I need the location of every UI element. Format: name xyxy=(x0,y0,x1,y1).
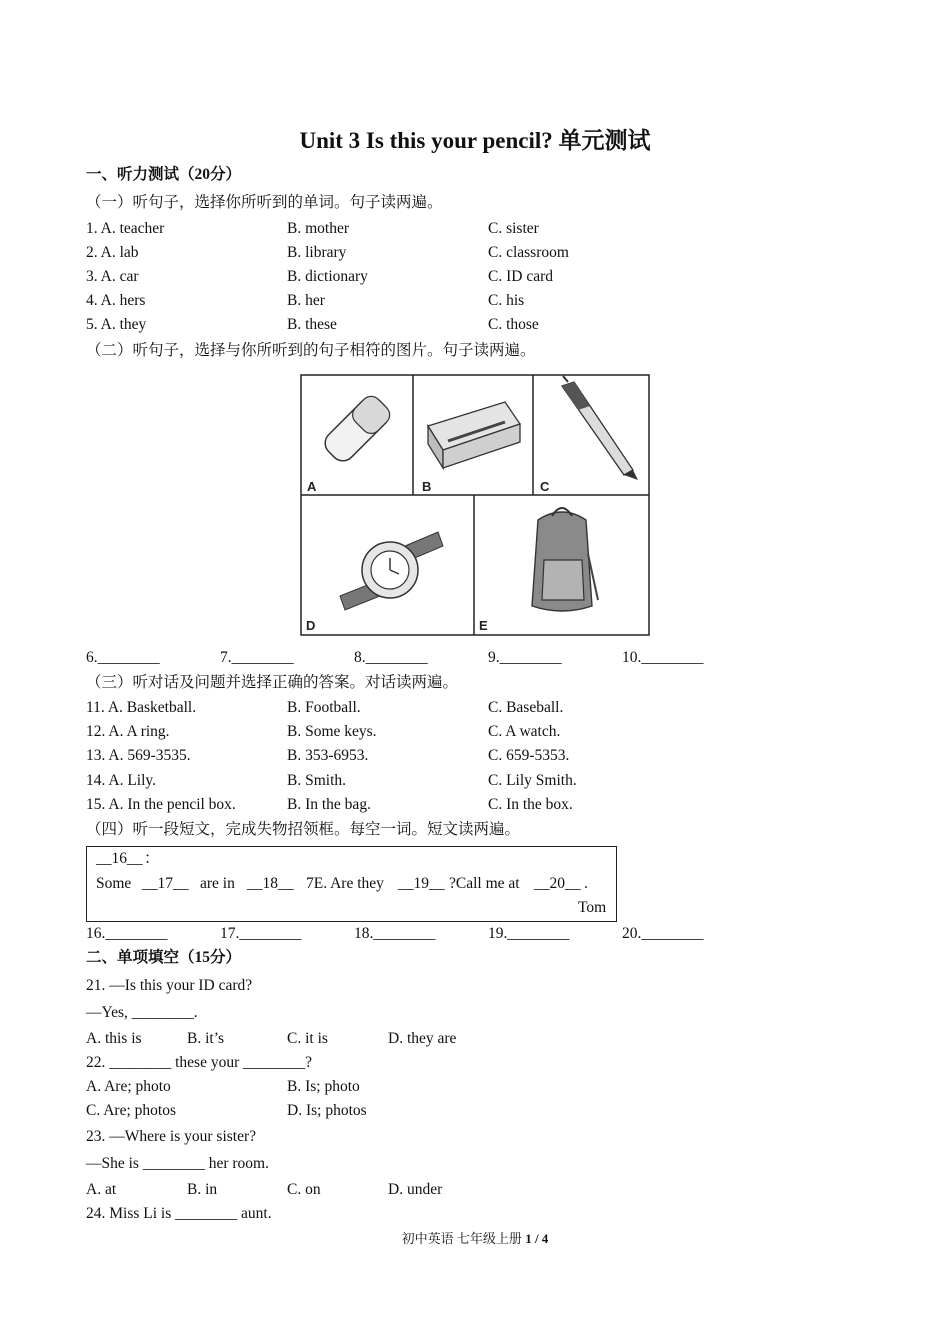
q5-option-c: C. those xyxy=(488,316,539,333)
q4-option-c: C. his xyxy=(488,292,525,309)
q21-stem: 21. —Is this your ID card? xyxy=(86,977,253,994)
q1-option-a: 1. A. teacher xyxy=(86,220,165,237)
q23-reply: —She is ________ her room. xyxy=(86,1155,269,1172)
q14-option-c: C. Lily Smith. xyxy=(488,772,577,789)
picture-label-a: A xyxy=(307,479,317,494)
q12-option-b: B. Some keys. xyxy=(287,723,377,740)
picture-label-d: D xyxy=(306,618,316,633)
q2-option-a: 2. A. lab xyxy=(86,244,139,261)
notice-blank-16: __16__ xyxy=(96,850,143,867)
answer-blank-10[interactable]: 10.________ xyxy=(622,649,704,666)
q23-option-b: B. in xyxy=(187,1181,218,1198)
q23-option-a: A. at xyxy=(86,1181,117,1198)
answer-blank-17[interactable]: 17.________ xyxy=(220,925,302,942)
answer-blank-9[interactable]: 9.________ xyxy=(488,649,562,666)
picture-label-b: B xyxy=(422,479,432,494)
page-footer xyxy=(0,1228,950,1247)
q15-option-b: B. In the bag. xyxy=(287,796,371,813)
q22-option-a: A. Are; photo xyxy=(86,1078,171,1095)
part1-instruction: （一）听句子，选择你所听到的单词。句子读两遍。 xyxy=(86,194,443,211)
notice-blank-19: __19__ xyxy=(398,875,445,892)
q3-option-c: C. ID card xyxy=(488,268,553,285)
section-heading-listening: 一、听力测试（20分） xyxy=(86,166,242,183)
q13-option-b: B. 353-6953. xyxy=(287,747,369,764)
answer-blank-6[interactable]: 6.________ xyxy=(86,649,160,666)
q13-option-a: 13. A. 569-3535. xyxy=(86,747,191,764)
answer-blank-7[interactable]: 7.________ xyxy=(220,649,294,666)
answer-blank-20[interactable]: 20.________ xyxy=(622,925,704,942)
q21-option-c: C. it is xyxy=(287,1030,328,1047)
q11-option-b: B. Football. xyxy=(287,699,361,716)
q11-option-c: C. Baseball. xyxy=(488,699,564,716)
q23-option-d: D. under xyxy=(388,1181,443,1198)
notice-some: Some xyxy=(96,875,132,892)
q4-option-a: 4. A. hers xyxy=(86,292,146,309)
q21-option-a: A. this is xyxy=(86,1030,142,1047)
footer-page-number: 1 / 4 xyxy=(525,1231,549,1246)
q23-option-c: C. on xyxy=(287,1181,321,1198)
notice-colon: ： xyxy=(144,850,160,867)
q12-option-c: C. A watch. xyxy=(488,723,561,740)
q24-stem: 24. Miss Li is ________ aunt. xyxy=(86,1205,272,1222)
part4-instruction: （四）听一段短文，完成失物招领框。每空一词。短文读两遍。 xyxy=(86,821,521,838)
answer-blank-18[interactable]: 18.________ xyxy=(354,925,436,942)
notice-period: . xyxy=(584,875,588,892)
q22-option-d: D. Is; photos xyxy=(287,1102,367,1119)
picture-grid xyxy=(300,374,650,636)
q2-option-c: C. classroom xyxy=(488,244,569,261)
notice-are-they: 7E. Are they xyxy=(306,875,384,892)
q5-option-a: 5. A. they xyxy=(86,316,147,333)
q11-option-a: 11. A. Basketball. xyxy=(86,699,197,716)
q22-option-c: C. Are; photos xyxy=(86,1102,176,1119)
q1-option-c: C. sister xyxy=(488,220,539,237)
q1-option-b: B. mother xyxy=(287,220,349,237)
picture-label-e: E xyxy=(479,618,488,633)
q12-option-a: 12. A. A ring. xyxy=(86,723,170,740)
q14-option-b: B. Smith. xyxy=(287,772,347,789)
footer-subject: 初中英语 七年级上册 xyxy=(401,1231,522,1246)
notice-blank-17: __17__ xyxy=(142,875,189,892)
section-heading-single-choice: 二、单项填空（15分） xyxy=(86,949,242,966)
notice-are-in: are in xyxy=(200,875,235,892)
q4-option-b: B. her xyxy=(287,292,325,309)
part3-instruction: （三）听对话及问题并选择正确的答案。对话读两遍。 xyxy=(86,674,459,691)
notice-blank-18: __18__ xyxy=(247,875,294,892)
q3-option-b: B. dictionary xyxy=(287,268,368,285)
q15-option-a: 15. A. In the pencil box. xyxy=(86,796,236,813)
q22-option-b: B. Is; photo xyxy=(287,1078,360,1095)
q15-option-c: C. In the box. xyxy=(488,796,573,813)
q21-reply: —Yes, ________. xyxy=(86,1004,198,1021)
q22-stem: 22. ________ these your ________? xyxy=(86,1054,313,1071)
part2-instruction: （二）听句子，选择与你所听到的句子相符的图片。句子读两遍。 xyxy=(86,342,536,359)
notice-call-me: ?Call me at xyxy=(449,875,520,892)
picture-label-c: C xyxy=(540,479,550,494)
answer-blank-8[interactable]: 8.________ xyxy=(354,649,428,666)
page-title: Unit 3 Is this your pencil? 单元测试 xyxy=(299,128,651,153)
q5-option-b: B. these xyxy=(287,316,337,333)
q13-option-c: C. 659-5353. xyxy=(488,747,570,764)
q2-option-b: B. library xyxy=(287,244,347,261)
q23-stem: 23. —Where is your sister? xyxy=(86,1128,257,1145)
q3-option-a: 3. A. car xyxy=(86,268,139,285)
answer-blank-19[interactable]: 19.________ xyxy=(488,925,570,942)
notice-blank-20: __20__ xyxy=(534,875,581,892)
q14-option-a: 14. A. Lily. xyxy=(86,772,157,789)
answer-blank-16[interactable]: 16.________ xyxy=(86,925,168,942)
q21-option-b: B. it’s xyxy=(187,1030,225,1047)
q21-option-d: D. they are xyxy=(388,1030,457,1047)
notice-signature: Tom xyxy=(578,899,607,916)
